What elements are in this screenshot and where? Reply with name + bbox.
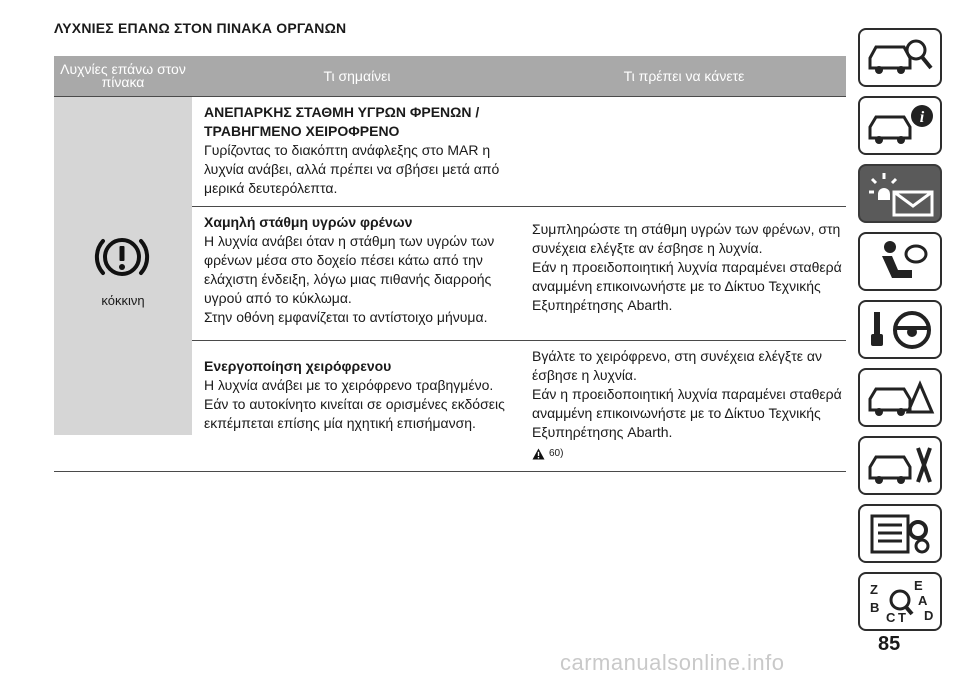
tab-warning-lights[interactable] <box>858 164 942 223</box>
warning-light-message-icon <box>864 170 936 217</box>
action-cell <box>520 97 846 206</box>
warning-note <box>532 444 846 463</box>
index-letter: Z <box>870 582 878 597</box>
column-header-lamp: Λυχνίες επάνω στον πίνακα <box>60 61 186 90</box>
tab-index[interactable] <box>858 572 942 631</box>
meaning-text: Η λυχνία ανάβει με το χειρόφρενο τραβηγμένο. Εάν το αυτοκίνητο κινείται σε ορισμένες εκδόσεις εκπέμπεται επίσης μία ηχητική επισήμανση. <box>204 377 505 431</box>
car-info-icon <box>864 102 936 149</box>
car-search-icon <box>864 34 936 81</box>
note-reference: 60) <box>548 448 564 459</box>
index-letter: A <box>918 593 928 608</box>
tab-car-info[interactable] <box>858 96 942 155</box>
meaning-title: Χαμηλή στάθμη υγρών φρένων <box>204 214 413 230</box>
alphabetical-index-icon <box>864 578 936 625</box>
technical-data-icon <box>864 510 936 557</box>
index-letter: T <box>898 610 906 625</box>
seat-airbag-icon <box>864 238 936 285</box>
column-header-meaning: Τι σημαίνει <box>323 67 391 84</box>
index-letter: B <box>870 600 880 615</box>
table-row <box>192 207 846 341</box>
key-steering-wheel-icon <box>864 306 936 353</box>
lamp-column <box>54 97 192 435</box>
tab-starting-driving[interactable] <box>858 300 942 359</box>
action-text: Συμπληρώστε τη στάθμη υγρών των φρένων, στη συνέχεια ελέγξτε αν έσβησε η λυχνία. Εάν η προειδοποιητική λυχνία παραμένει σταθερά αναμμένη επικοινωνήστε με το Δίκτυο Τεχνικής Εξυπηρέτησης Abarth. <box>531 221 842 313</box>
tab-safety[interactable] <box>858 232 942 291</box>
action-text: Βγάλτε το χειρόφρενο, στη συνέχεια ελέγξτε αν έσβησε η λυχνία. Εάν η προειδοποιητική λυχνία παραμένει σταθερά αναμμένη επικοινωνήστε με το Δίκτυο Τεχνικής Εξυπηρέτησης Abarth. <box>531 348 842 440</box>
meaning-cell <box>192 97 520 206</box>
table-row <box>192 97 846 207</box>
meaning-title: ΑΝΕΠΑΡΚΗΣ ΣΤΑΘΜΗ ΥΓΡΩΝ ΦΡΕΝΩΝ / ΤΡΑΒΗΓΜΕΝΟ ΧΕΙΡΟΦΡΕΝΟ <box>204 104 480 139</box>
warning-lights-table <box>54 56 846 472</box>
meaning-title: Ενεργοποίηση χειρόφρενου <box>204 358 392 374</box>
meaning-cell <box>192 341 520 471</box>
lamp-color-label: κόκκινη <box>101 293 145 308</box>
action-cell <box>520 341 846 471</box>
meaning-text: Η λυχνία ανάβει όταν η στάθμη των υγρών των φρένων μέσα στο δοχείο πέσει κάτω από την ελάχιστη ένδειξη, λόγω μιας πιθανής διαρροής υγρού από το κύκλωμα. Στην οθόνη εμφανίζεται το αντίστοιχο μήνυμα. <box>204 233 495 325</box>
tab-maintenance[interactable] <box>858 436 942 495</box>
brake-warning-icon <box>92 227 152 287</box>
table-header <box>54 56 846 97</box>
warning-triangle-icon <box>532 448 545 460</box>
meaning-cell <box>192 207 520 340</box>
car-warning-triangle-icon <box>864 374 936 421</box>
index-letter: D <box>924 608 934 623</box>
chapter-tabs <box>858 28 948 640</box>
column-header-action: Τι πρέπει να κάνετε <box>623 67 745 84</box>
meaning-text: Γυρίζοντας το διακόπτη ανάφλεξης στο MAR η λυχνία ανάβει, αλλά πρέπει να σβήσει μετά από μερικά δευτερόλεπτα. <box>204 142 500 196</box>
tab-emergency[interactable] <box>858 368 942 427</box>
action-cell <box>520 207 846 340</box>
svg-text:i: i <box>919 109 925 126</box>
table-body <box>54 97 846 472</box>
tab-technical-data[interactable] <box>858 504 942 563</box>
car-tools-icon <box>864 442 936 489</box>
tab-car-search[interactable] <box>858 28 942 87</box>
table-rows <box>192 97 846 471</box>
page-number: 85 <box>878 633 901 655</box>
page-title: ΛΥΧΝΙΕΣ ΕΠΑΝΩ ΣΤΟΝ ΠΙΝΑΚΑ ΟΡΓΑΝΩΝ <box>54 20 347 36</box>
table-row <box>192 341 846 471</box>
index-letter: E <box>914 578 923 593</box>
index-letter: C <box>886 610 896 625</box>
watermark: carmanualsonline.info <box>560 650 785 675</box>
